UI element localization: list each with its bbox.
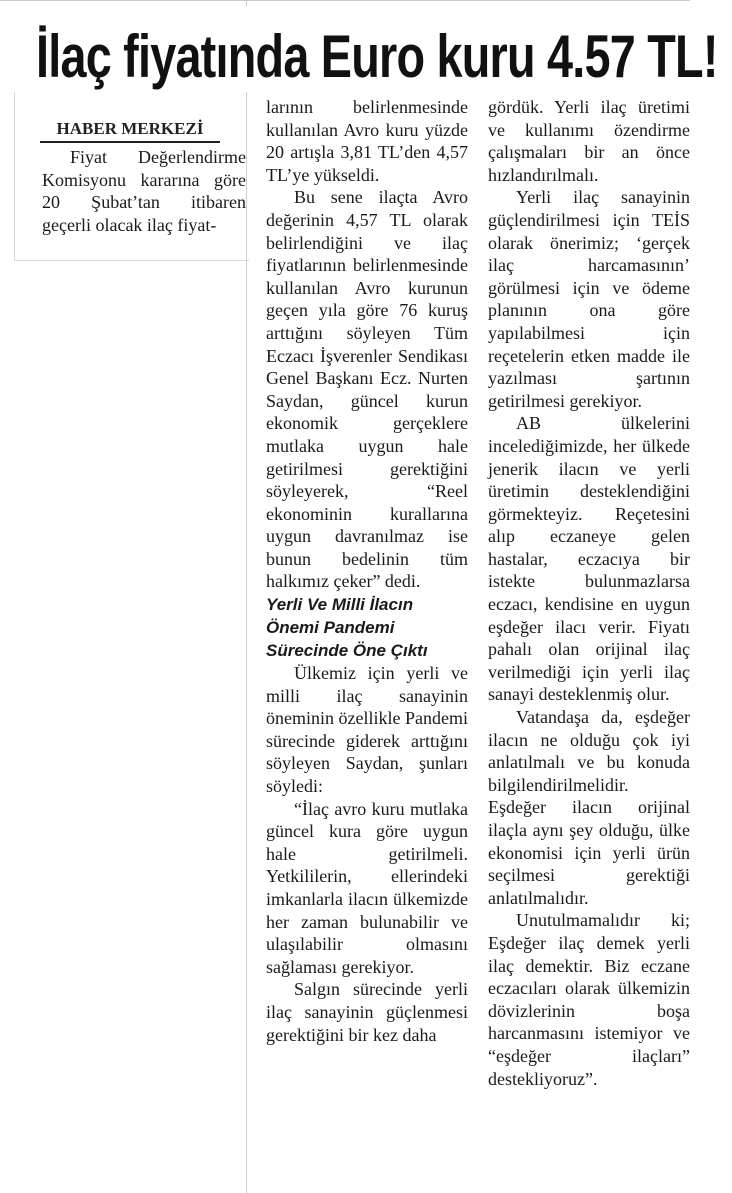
paragraph: AB ülkelerini incelediğimizde, her ülkede jenerik ilacın ve yerli üretimin desteklendiğini görmekteyiz. Reçetesini alıp eczaneye gelen hastalar, eczacıya bir istekte bulunmazlarsa eczacı, kendisine en uygun eşdeğer ilacı verir. Fiyatı pahalı olan orijinal ilaç verilmediği için yerli ilaç sanayi desteklenmiş olur. — [488, 413, 690, 705]
page-frame-top — [0, 0, 690, 7]
byline: HABER MERKEZİ — [40, 118, 220, 143]
article-headline: İlaç fiyatında Euro kuru 4.57 TL! — [36, 23, 718, 90]
article-column-1 — [42, 146, 246, 236]
paragraph: gördük. Yerli ilaç üretimi ve kullanımı özendirme çalışmaları bir an önce hızlandırılmalı. — [488, 97, 690, 185]
article-column-3 — [488, 96, 690, 1090]
article-column-2 — [266, 96, 468, 1046]
paragraph: Salgın sürecinde yerli ilaç sanayinin güçlenmesi gerektiğini bir kez daha — [266, 979, 468, 1045]
paragraph: “İlaç avro kuru mutlaka güncel kura göre uygun hale getirilmeli. Yetkililerin, ellerindeki imkanlarla ilacın ülkemizde her zaman bulunabilir ve ulaşılabilir olmasını sağlaması gerekiyor. — [266, 798, 468, 977]
paragraph: Vatandaşa da, eşdeğer ilacın ne olduğu çok iyi anlatılmalı ve bu konuda bilgilendirilmelidir. Eşdeğer ilacın orijinal ilaçla aynı şey olduğu, ülke ekonomisi için yerli ürün seçilmesi gerektiği anlatılmalıdır. — [488, 707, 690, 908]
paragraph: Yerli ilaç sanayinin güçlendirilmesi için TEİS olarak önerimiz; ‘gerçek ilaç harcamasının’ görülmesi için ve ödeme planının ona göre yapılabilmesi için reçetelerin etken madde ile yazılması şartının getirilmesi gerekiyor. — [488, 187, 690, 411]
paragraph: Unutulmamalıdır ki; Eşdeğer ilaç demek yerli ilaç demektir. Biz eczane eczacıları olarak ülkemizin dövizlerinin boşa harcanmasını istemiyor ve “eşdeğer ilaçları” destekliyoruz”. — [488, 910, 690, 1089]
column-divider — [246, 92, 247, 1193]
paragraph: larının belirlenmesinde kullanılan Avro kuru yüzde 20 artışla 3,81 TL’den 4,57 TL’ye yükseldi. — [266, 97, 468, 185]
paragraph: Fiyat Değerlendirme Komisyonu kararına göre 20 Şubat’tan itibaren geçerli olacak ilaç fiyat- — [42, 147, 246, 235]
paragraph: Ülkemiz için yerli ve milli ilaç sanayinin öneminin özellikle Pandemi sürecinde giderek arttığını söyleyen Saydan, şunları söyledi: — [266, 663, 468, 797]
frame-divider — [246, 0, 247, 6]
paragraph: Bu sene ilaçta Avro değerinin 4,57 TL olarak belirlendiğini ve ilaç fiyatlarının belirlenmesinde kullanılan Avro kurunun geçen yıla göre 76 kuruş arttığını söyleyen Tüm Eczacı İşverenler Sendikası Genel Başkanı Ecz. Nurten Saydan, güncel kurun ekonomik gerçeklere mutlaka uygun hale getirilmesi gerektiğini söyleyerek, “Reel ekonominin kurallarına uygun davranılmaz ise bunun bedelinin tüm halkımız çeker” dedi. — [266, 187, 468, 592]
article-subheading: Yerli Ve Milli İlacın Önemi Pandemi Sürecinde Öne Çıktı — [266, 595, 428, 661]
